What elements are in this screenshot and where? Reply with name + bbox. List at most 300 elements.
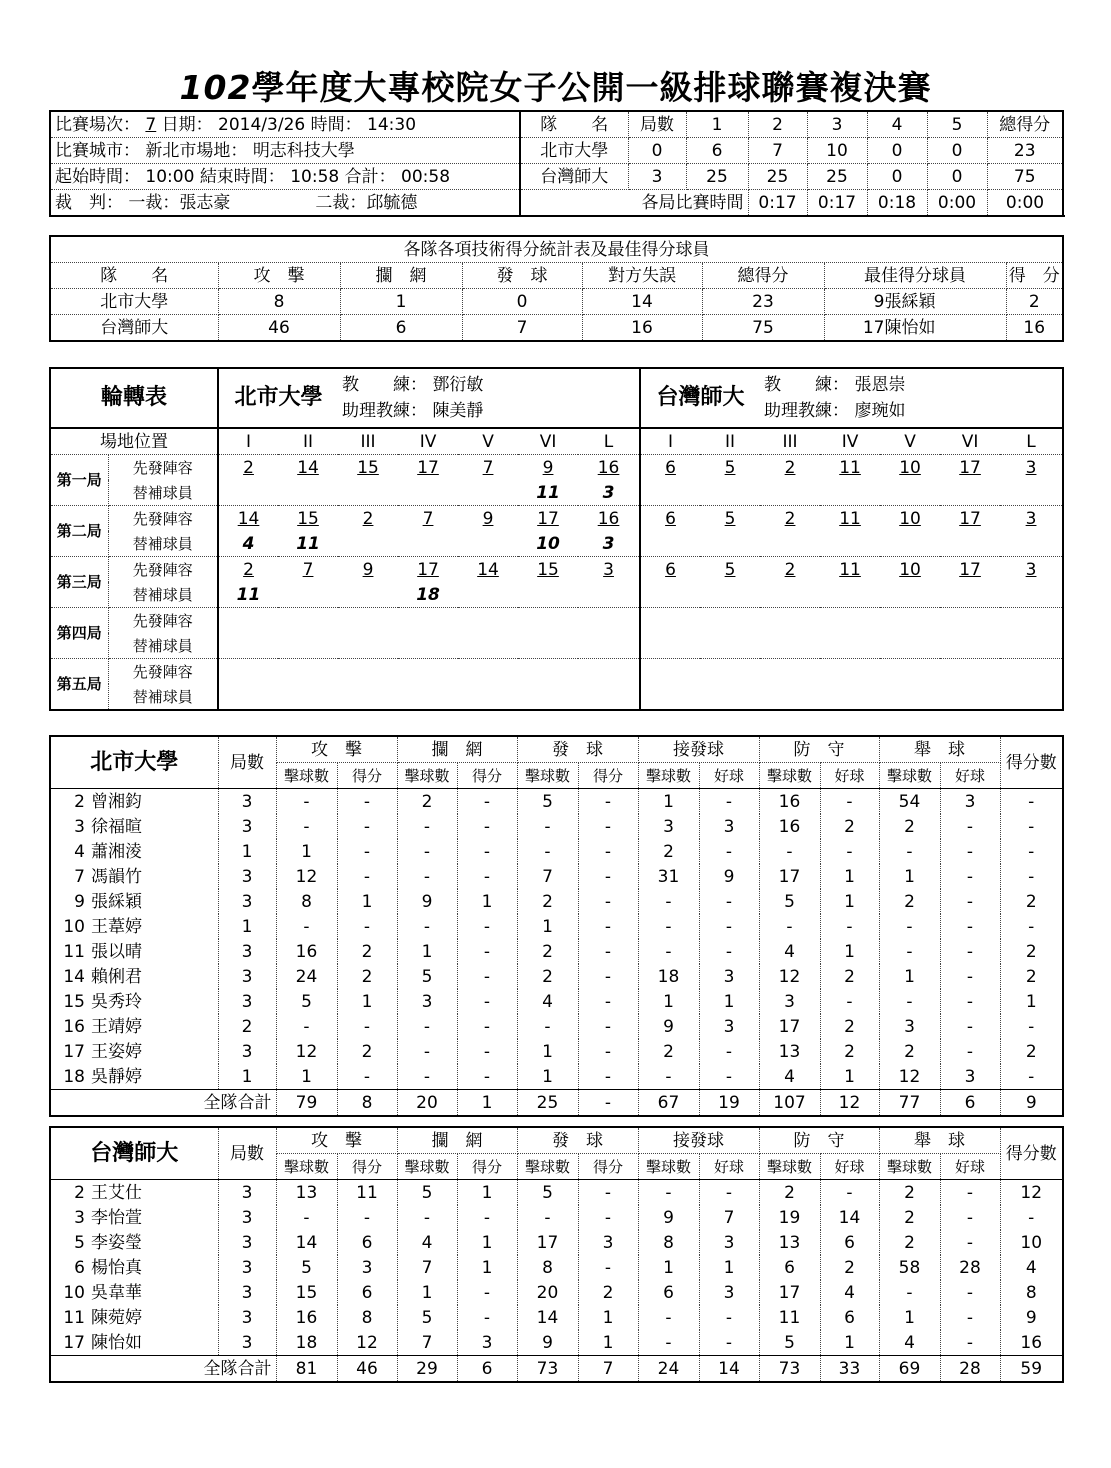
stat-value: 13 [759, 1230, 820, 1255]
stat-value: - [337, 814, 397, 839]
player-row [50, 1205, 1063, 1230]
info-row [50, 111, 1063, 138]
stat-value: - [940, 1280, 1000, 1305]
player-number: 14 [63, 966, 85, 987]
lineup-number: 9 [482, 508, 494, 529]
lineup-number [278, 659, 338, 685]
team-name: 北市大學 [50, 289, 218, 315]
player [50, 1280, 218, 1305]
player-name: 曾湘鈞 [91, 791, 142, 812]
position-header: L [578, 428, 640, 455]
stat-subheader: 得分 [337, 763, 397, 789]
stat-value: - [940, 1039, 1000, 1064]
lineup-number: 3 [1000, 506, 1063, 532]
lineup-number: 7 [482, 457, 494, 478]
tech-errors: 16 [582, 315, 702, 342]
stat-subheader: 擊球數 [879, 763, 940, 789]
rotation-start-row [50, 557, 1063, 583]
stat-value: 2 [1000, 889, 1063, 914]
stat-value: 9 [638, 1014, 699, 1039]
stat-value: - [457, 1305, 517, 1330]
stat-group-header: 接發球 [638, 736, 759, 763]
substitute-number [518, 633, 578, 659]
set-time: 0:18 [867, 190, 927, 217]
stat-value: 3 [218, 864, 276, 889]
team-total-value: 6 [457, 1356, 517, 1383]
lineup-number [640, 608, 700, 634]
substitute-number [218, 480, 278, 506]
tech-attack: 46 [218, 315, 340, 342]
stat-value: 5 [397, 964, 457, 989]
points-header: 得分數 [1000, 1127, 1063, 1180]
stat-value: 2 [820, 964, 879, 989]
stat-value: - [457, 1039, 517, 1064]
player [50, 989, 218, 1014]
stat-value: 2 [517, 889, 578, 914]
totals-row [50, 1356, 1063, 1383]
stat-value: 7 [397, 1255, 457, 1280]
stat-value: - [457, 1280, 517, 1305]
set-col-header: 3 [807, 111, 867, 138]
stat-value: - [276, 814, 337, 839]
stat-value: 1 [820, 889, 879, 914]
set-time-label: 各局比賽時間 [520, 190, 748, 217]
stat-value: - [699, 939, 759, 964]
stat-value: - [457, 864, 517, 889]
stat-value: 6 [759, 1255, 820, 1280]
substitute-number [578, 633, 640, 659]
substitute-number [820, 531, 880, 557]
stat-group-header: 接發球 [638, 1127, 759, 1154]
rotation-team-name: 台灣師大 [640, 368, 760, 428]
stat-value: - [699, 889, 759, 914]
stat-value: - [1000, 1205, 1063, 1230]
stat-value: - [940, 814, 1000, 839]
stat-value: 1 [517, 1039, 578, 1064]
stat-value: 3 [218, 1180, 276, 1206]
player-number: 11 [63, 941, 85, 962]
substitute-number [458, 582, 518, 608]
match-info-table [49, 110, 1064, 217]
stat-value: 1 [457, 1180, 517, 1206]
time-cell [50, 164, 520, 190]
player-name: 馮韻竹 [91, 866, 142, 887]
player-name: 賴俐君 [91, 966, 142, 987]
substitute-number [940, 684, 1000, 710]
substitute-number [338, 480, 398, 506]
stat-value: - [517, 839, 578, 864]
stat-value: - [638, 1305, 699, 1330]
stat-group-header: 防 守 [759, 1127, 879, 1154]
lineup-number: 14 [297, 457, 319, 478]
stat-value: 2 [337, 964, 397, 989]
stat-value: - [879, 1280, 940, 1305]
page-title: 102學年度大專校院女子公開一級排球聯賽複決賽 [179, 68, 932, 107]
stat-value: 12 [1000, 1180, 1063, 1206]
player-row [50, 889, 1063, 914]
stat-value: 3 [218, 964, 276, 989]
player-number: 16 [63, 1016, 85, 1037]
city-value: 新北市 [145, 140, 197, 161]
stat-value: 9 [397, 889, 457, 914]
player-number: 7 [74, 866, 85, 887]
lineup-number: 11 [839, 559, 861, 580]
stat-value: 1 [820, 864, 879, 889]
substitute-number [640, 480, 700, 506]
stat-value: - [397, 1039, 457, 1064]
player-row [50, 939, 1063, 964]
stat-value: - [940, 1205, 1000, 1230]
team-total-value: 59 [1000, 1356, 1063, 1383]
substitute-number [760, 531, 820, 557]
stat-value: - [699, 1039, 759, 1064]
stat-value: 1 [638, 989, 699, 1014]
lineup-number [458, 659, 518, 685]
substitute-number [760, 582, 820, 608]
substitute-number [338, 582, 398, 608]
substitute-number [338, 684, 398, 710]
stat-value: - [276, 1014, 337, 1039]
stat-value: 4 [759, 1064, 820, 1090]
stat-value: - [578, 1205, 638, 1230]
stat-value: - [578, 964, 638, 989]
stat-subheader: 擊球數 [879, 1154, 940, 1180]
lineup-number: 2 [784, 457, 796, 478]
stat-value: 11 [759, 1305, 820, 1330]
set-score: 0 [867, 138, 927, 164]
stat-value: 1 [337, 889, 397, 914]
team-total-value: 46 [337, 1356, 397, 1383]
stat-subheader: 擊球數 [276, 1154, 337, 1180]
stat-value: - [397, 864, 457, 889]
substitute-number: 10 [518, 531, 578, 557]
stat-value: 18 [638, 964, 699, 989]
sets-played-header: 局數 [218, 736, 276, 789]
stat-value: 3 [699, 1014, 759, 1039]
tech-errors: 14 [582, 289, 702, 315]
stat-value: 4 [1000, 1255, 1063, 1280]
stat-value: 2 [397, 789, 457, 815]
stat-subheader: 好球 [940, 1154, 1000, 1180]
stat-value: - [276, 789, 337, 815]
stat-value: - [699, 1305, 759, 1330]
stat-value: 6 [337, 1280, 397, 1305]
substitute-number [1000, 633, 1063, 659]
stat-value: 14 [276, 1230, 337, 1255]
player-name: 楊怡真 [91, 1257, 142, 1278]
stat-value: 6 [337, 1230, 397, 1255]
stat-value: 1 [638, 789, 699, 815]
stat-value: 3 [218, 1280, 276, 1305]
stat-value: 2 [879, 1039, 940, 1064]
assistant-coach-label: 助理教練： [764, 401, 850, 421]
stat-value: 5 [517, 1180, 578, 1206]
team-total-value: 29 [397, 1356, 457, 1383]
tech-total: 23 [702, 289, 824, 315]
stat-value: 17 [759, 1280, 820, 1305]
player-name: 徐福暄 [91, 816, 142, 837]
stat-value: - [940, 989, 1000, 1014]
coach-label: 教 練： [764, 375, 850, 395]
set-score: 0 [927, 164, 987, 190]
stat-subheader: 得分 [457, 1154, 517, 1180]
stat-value: - [276, 914, 337, 939]
stat-value: - [578, 839, 638, 864]
team-total-value: 73 [517, 1356, 578, 1383]
substitute-label: 替補球員 [108, 684, 218, 710]
stat-value: 3 [218, 1305, 276, 1330]
referee-2: 二裁：邱毓德 [315, 192, 418, 213]
substitute-number [820, 480, 880, 506]
substitute-number [278, 633, 338, 659]
stat-value: 6 [820, 1230, 879, 1255]
substitute-number [640, 582, 700, 608]
stat-value: 3 [699, 814, 759, 839]
player [50, 814, 218, 839]
stat-value: 1 [578, 1330, 638, 1356]
stat-value: - [337, 789, 397, 815]
stat-value: - [397, 814, 457, 839]
set-col-header: 4 [867, 111, 927, 138]
lineup-number [940, 608, 1000, 634]
tech-column-header: 隊 名 [50, 263, 218, 289]
lineup-number: 10 [899, 508, 921, 529]
stat-value: 3 [218, 889, 276, 914]
player [50, 1305, 218, 1330]
team-total-value: 77 [879, 1090, 940, 1117]
stat-subheader: 擊球數 [397, 763, 457, 789]
substitute-number [458, 684, 518, 710]
date-value: 2014/3/26 [218, 114, 306, 135]
player-row [50, 1039, 1063, 1064]
set-score: 0 [927, 138, 987, 164]
stat-value: - [457, 789, 517, 815]
team2-player-stats-table [49, 1126, 1064, 1383]
lineup-number: 6 [665, 457, 676, 478]
player-name: 李怡萱 [91, 1207, 142, 1228]
position-header: II [278, 428, 338, 455]
stat-subheader: 擊球數 [759, 1154, 820, 1180]
team-total-value: 25 [517, 1090, 578, 1117]
player-number: 17 [63, 1332, 85, 1353]
player [50, 1230, 218, 1255]
stat-value: 1 [218, 1064, 276, 1090]
lineup-number: 17 [959, 559, 981, 580]
player [50, 939, 218, 964]
lineup-number [578, 608, 640, 634]
lineup-number [640, 659, 700, 685]
lineup-number: 17 [959, 457, 981, 478]
team-total-value: 8 [337, 1090, 397, 1117]
rotation-start-row [50, 455, 1063, 481]
rotation-sub-row [50, 684, 1063, 710]
set-time: 0:17 [807, 190, 867, 217]
time-value: 14:30 [367, 114, 417, 135]
stat-value: 5 [759, 1330, 820, 1356]
substitute-number: 11 [518, 480, 578, 506]
stat-group-header: 舉 球 [879, 1127, 1000, 1154]
substitute-label: 替補球員 [108, 582, 218, 608]
lineup-number: 5 [724, 559, 736, 580]
referee-label: 裁 判： [55, 192, 123, 213]
stat-value: - [337, 839, 397, 864]
substitute-number [338, 531, 398, 557]
substitute-number [458, 633, 518, 659]
substitute-number [278, 582, 338, 608]
stat-value: - [940, 864, 1000, 889]
lineup-number [218, 608, 278, 634]
venue-cell [50, 138, 520, 164]
stat-subheader: 擊球數 [517, 1154, 578, 1180]
stat-value: 2 [517, 939, 578, 964]
substitute-number [940, 582, 1000, 608]
stat-value: 3 [759, 989, 820, 1014]
stat-value: - [940, 939, 1000, 964]
lineup-number [338, 659, 398, 685]
rotation-header-row [50, 368, 1063, 428]
end-time-value: 10:58 [290, 166, 340, 187]
team-total-value: 24 [638, 1356, 699, 1383]
lineup-number [1000, 608, 1063, 634]
stat-value: - [699, 914, 759, 939]
stat-value: - [578, 1064, 638, 1090]
player-number: 18 [63, 1066, 85, 1087]
stat-value: 3 [638, 814, 699, 839]
stat-value: - [638, 1064, 699, 1090]
stat-value: - [879, 989, 940, 1014]
stat-value: 3 [218, 1255, 276, 1280]
tech-column-header: 發 球 [462, 263, 582, 289]
stat-value: - [699, 1330, 759, 1356]
team-total-value: 73 [759, 1356, 820, 1383]
stat-value: - [638, 1330, 699, 1356]
stat-value: 2 [759, 1180, 820, 1206]
starting-lineup-label: 先發陣容 [108, 506, 218, 532]
tech-column-header: 最佳得分球員 [824, 263, 1006, 289]
substitute-number [700, 531, 760, 557]
stat-value: 13 [759, 1039, 820, 1064]
stat-subheader: 好球 [940, 763, 1000, 789]
stat-value: 2 [820, 1014, 879, 1039]
total-score: 23 [987, 138, 1063, 164]
city-label: 比賽城市： [55, 140, 140, 161]
player [50, 839, 218, 864]
stat-group-header: 防 守 [759, 736, 879, 763]
stat-value: - [1000, 1014, 1063, 1039]
stat-value: - [578, 1039, 638, 1064]
stat-value: - [397, 1064, 457, 1090]
lineup-number: 16 [578, 455, 640, 481]
stat-value: 5 [759, 889, 820, 914]
stat-value: - [578, 1180, 638, 1206]
lineup-number: 15 [357, 457, 379, 478]
stat-value: 2 [879, 1205, 940, 1230]
lineup-number [700, 659, 760, 685]
lineup-number: 17 [959, 508, 981, 529]
stat-value: - [638, 1180, 699, 1206]
player-name: 陳菀婷 [91, 1307, 142, 1328]
lineup-number [218, 659, 278, 685]
player-row [50, 1330, 1063, 1356]
position-header: II [700, 428, 760, 455]
position-label: 場地位置 [50, 428, 218, 455]
substitute-number [398, 684, 458, 710]
stat-value: 1 [276, 839, 337, 864]
sets-played-header: 局數 [218, 1127, 276, 1180]
lineup-number: 6 [665, 508, 676, 529]
substitute-number [760, 684, 820, 710]
stat-value: 3 [699, 1280, 759, 1305]
stat-value: - [337, 1014, 397, 1039]
player-name: 吳秀玲 [91, 991, 142, 1012]
team-total-label: 全隊合計 [50, 1090, 276, 1117]
points-header: 得分數 [1000, 736, 1063, 789]
coach-name: 鄧衍敏 [432, 375, 484, 395]
stat-value: 3 [699, 1230, 759, 1255]
lineup-number: 3 [578, 557, 640, 583]
stat-value: 4 [759, 939, 820, 964]
stat-value: 17 [759, 864, 820, 889]
stat-value: 28 [940, 1255, 1000, 1280]
match-no-label: 比賽場次： [55, 114, 140, 135]
stat-value: - [1000, 839, 1063, 864]
player [50, 789, 218, 815]
player-number: 17 [63, 1041, 85, 1062]
stat-value: 1 [879, 864, 940, 889]
stat-value: 16 [759, 814, 820, 839]
set-time: 0:17 [748, 190, 807, 217]
lineup-number: 2 [784, 508, 796, 529]
player-name: 吳韋華 [91, 1282, 142, 1303]
stat-value: 16 [1000, 1330, 1063, 1356]
best-player-number: 17 [862, 317, 885, 338]
rotation-team-name: 北市大學 [218, 368, 338, 428]
stat-value: 9 [638, 1205, 699, 1230]
assistant-coach-label: 助理教練： [342, 401, 428, 421]
lineup-number: 14 [477, 559, 499, 580]
stat-value: - [1000, 914, 1063, 939]
stat-group-header: 攻 擊 [276, 736, 397, 763]
stat-value: 4 [820, 1280, 879, 1305]
stat-value: - [879, 914, 940, 939]
stat-value: 3 [218, 1205, 276, 1230]
best-player-number: 9 [873, 291, 885, 312]
start-time-value: 10:00 [145, 166, 195, 187]
substitute-label: 替補球員 [108, 531, 218, 557]
stat-value: 8 [276, 889, 337, 914]
coach-info [760, 368, 1063, 428]
substitute-number [218, 633, 278, 659]
player-row [50, 1255, 1063, 1280]
coach-name: 張恩崇 [854, 375, 906, 395]
stat-value: 14 [517, 1305, 578, 1330]
player-name: 張以晴 [91, 941, 142, 962]
stat-value: 54 [879, 789, 940, 815]
lineup-number: 2 [784, 559, 796, 580]
lineup-number: 15 [297, 508, 319, 529]
stat-value: - [879, 939, 940, 964]
lineup-number: 9 [542, 457, 554, 478]
stat-value: 16 [276, 939, 337, 964]
stat-value: 1 [638, 1255, 699, 1280]
player-number: 9 [74, 891, 85, 912]
lineup-number [1000, 659, 1063, 685]
substitute-label: 替補球員 [108, 480, 218, 506]
player-name: 王艾仕 [91, 1182, 142, 1203]
lineup-number [278, 608, 338, 634]
stat-value: 1 [397, 1280, 457, 1305]
sets-header: 局數 [628, 111, 686, 138]
